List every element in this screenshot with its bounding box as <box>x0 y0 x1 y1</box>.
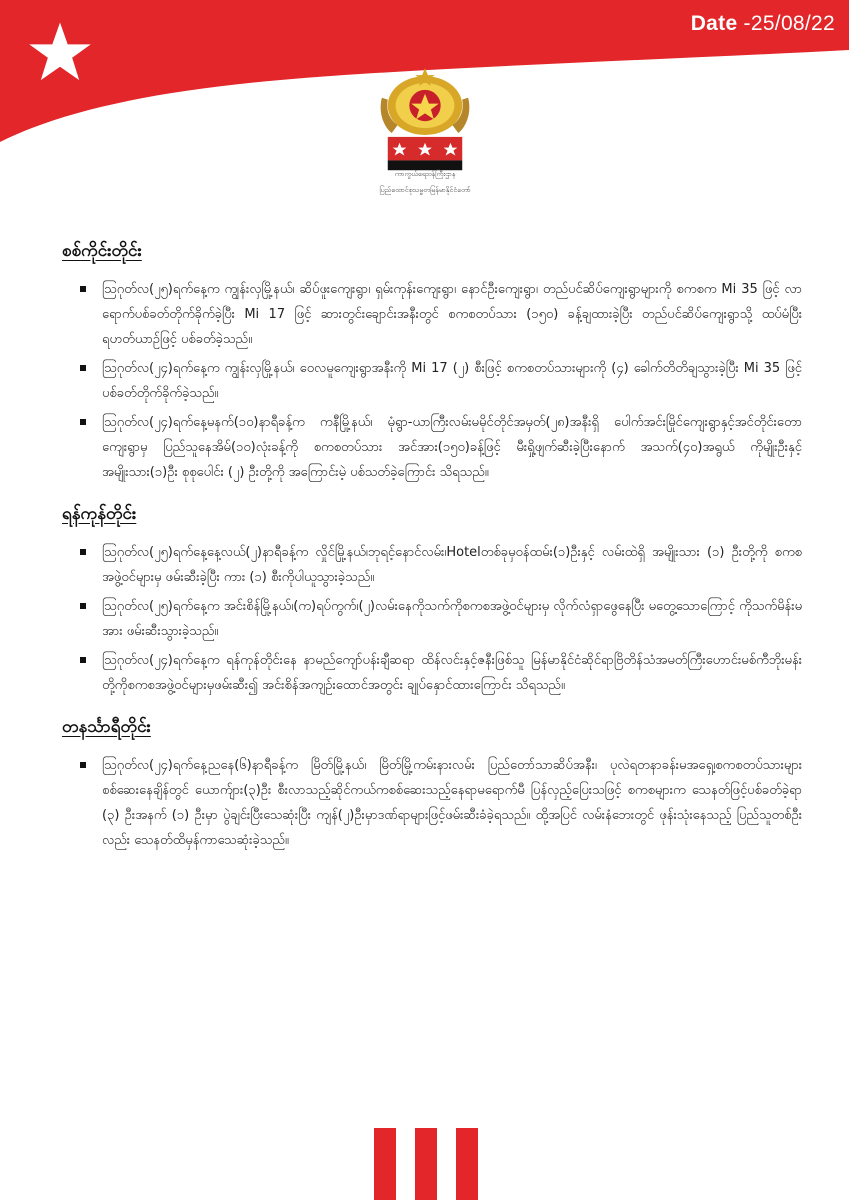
incident-list <box>62 753 802 853</box>
bullet-icon <box>80 365 86 371</box>
incident-text: ဩဂုတ်လ(၂၄)ရက်နေ့က ကျွန်းလှမြို့နယ်၊ ဝေလမူကျေးရွာအနီးကို Mi 17 (၂) စီးဖြင့် စကစတပ်သားများကို (၄) ခေါက်တိတိချသွားခဲ့ပြီး Mi 35 ဖြင့် ပစ်ခတ်တိုက်ခိုက်ခဲ့သည်။ <box>102 361 802 401</box>
list-item <box>80 356 802 406</box>
date-value: -25/08/22 <box>737 12 835 35</box>
bullet-icon <box>80 419 86 425</box>
date-word: Date <box>690 12 738 35</box>
incident-text: ဩဂုတ်လ(၂၄)ရက်နေ့က ရန်ကုန်တိုင်းနေ နာမည်ကျော်ပန်းချီဆရာ ထိန်လင်းနှင့်ဇနီးဖြစ်သူ မြန်မာနိုင်ငံဆိုင်ရာဗြိတိန်သံအမတ်ကြီးဟောင်းမစ်ကီဘိုးမန်းတို့ကိုစကစအဖွဲ့ဝင်များမှဖမ်းဆီး၍ အင်းစိန်အကျဉ်းထောင်အတွင်း ချုပ်နှောင်ထားကြောင်း သိရသည်။ <box>102 653 802 693</box>
date-label <box>691 12 835 36</box>
incident-text: ဩဂုတ်လ(၂၄)ရက်နေ့မနက်(၁၀)နာရီခန့်က ကနီမြို့နယ်၊ မုံရွာ-ယာကြီးလမ်းမမိုင်တိုင်အမှတ်(၂၈)အနီးရှိ ပေါက်အင်းမြိုင်ကျေးရွာနှင့်အင်တိုင်းတောကျေးရွာမှ ပြည်သူနေအိမ်(၁၀)လုံးခန့်ကို စကစတပ်သား အင်အား(၁၅၀)ခန့်ဖြင့် မီးရှို့ဖျက်ဆီးခဲ့ပြီးနောက် အသက်(၄၀)အရွယ် ကိုမျိုးဦးနှင့်အမျိုးသား(၁)ဦး စုစုပေါင်း (၂) ဦးတို့ကို အကြောင်းမဲ့ ပစ်သတ်ခဲ့ကြောင်း သိရသည်။ <box>102 415 802 480</box>
bullet-icon <box>80 603 86 609</box>
list-item <box>80 753 802 853</box>
bullet-icon <box>80 762 86 768</box>
list-item <box>80 540 802 590</box>
incident-text: ဩဂုတ်လ(၂၅)ရက်နေ့က အင်းစိန်မြို့နယ်၊(က)ရပ်ကွက်၊(၂)လမ်းနေကိုသက်ကိုစကစအဖွဲ့ဝင်များမှ လိုက်လံရှာဖွေနေပြီး မတွေ့သောကြောင့် ကိုသက်မိန်းမအား ဖမ်းဆီးသွားခဲ့သည်။ <box>102 599 802 639</box>
star-icon <box>28 20 92 84</box>
list-item <box>80 277 802 352</box>
section-heading: ရန်ကုန်တိုင်း <box>62 504 137 524</box>
section-heading: တနင်္သာရီတိုင်း <box>62 717 151 737</box>
bullet-icon <box>80 657 86 663</box>
incident-text: ဩဂုတ်လ(၂၅)ရက်နေ့နေ့လယ်(၂)နာရီခန့်က လှိုင်မြို့နယ်၊ဘုရင့်နောင်လမ်း၊Hotelတစ်ခုမှဝန်ထမ်း(၁)ဦးနှင့် လမ်းထဲရှိ အမျိုးသား (၁) ဦးတို့ကို စကစအဖွဲ့ဝင်များမှ ဖမ်းဆီးခဲ့ပြီး ကား (၁) စီးကိုပါယူသွားခဲ့သည်။ <box>102 545 802 585</box>
report-content <box>62 240 802 871</box>
section-tanintharyi <box>62 716 802 853</box>
incident-list <box>62 277 802 485</box>
list-item <box>80 594 802 644</box>
incident-text: ဩဂုတ်လ(၂၅)ရက်နေ့က ကျွန်းလှမြို့နယ်၊ ဆိပ်ဖူးကျေးရွာ၊ ရှမ်းကုန်းကျေးရွာ၊ နောင်ဦးကျေးရွာ၊ တည်ပင်ဆိပ်ကျေးရွာများကို စကစက Mi 35 ဖြင့် လာရောက်ပစ်ခတ်တိုက်ခိုက်ခဲ့ပြီး Mi 17 ဖြင့် ဆားတွင်းချောင်းအနီးတွင် စကစတပ်သား (၁၅၀) ခန့်ချထားခဲ့ပြီး တည်ပင်ဆိပ်ကျေးရွာသို့ ထပ်မံပြီး ရဟတ်ယာဉ်ဖြင့် ပစ်ခတ်ခဲ့သည်။ <box>102 282 802 347</box>
section-heading: စစ်ကိုင်းတိုင်း <box>62 241 142 261</box>
incident-list <box>62 540 802 698</box>
bullet-icon <box>80 286 86 292</box>
section-yangon <box>62 503 802 698</box>
list-item <box>80 410 802 485</box>
emblem-caption-government: ပြည်ထောင်စုသမ္မတမြန်မာနိုင်ငံတော် <box>379 186 471 194</box>
section-sagaing <box>62 240 802 485</box>
incident-text: ဩဂုတ်လ(၂၄)ရက်နေ့ညနေ(၆)နာရီခန့်က မြိတ်မြို့နယ်၊ မြိတ်မြို့ကမ်းနားလမ်း ပြည်တော်သာဆိပ်အနီး၊ ပုလဲရတနာခန်းမအရှေ့၊စကစတပ်သားများစစ်ဆေးနေချိန်တွင် ယောက်ျား(၃)ဦး စီးလာသည့်ဆိုင်ကယ်ကစစ်ဆေးသည့်နေရာမရောက်မီ ပြန်လှည့်ပြေးသဖြင့် စကစများက သေနတ်ဖြင့်ပစ်ခတ်ခဲ့ရာ (၃) ဦးအနက် (၁) ဦးမှာ ပွဲချင်းပြီးသေဆုံးပြီး ကျန်(၂)ဦးမှာဒဏ်ရာများဖြင့်ဖမ်းဆီးခံခဲ့ရသည်။ ထို့အပြင် လမ်းနံဘေးတွင် ဖုန်းသုံးနေသည့် ပြည်သူတစ်ဦးလည်း သေနတ်ထိမှန်ကာသေဆုံးခဲ့သည်။ <box>102 758 802 848</box>
list-item <box>80 648 802 698</box>
bullet-icon <box>80 549 86 555</box>
emblem-caption-ministry: ကာကွယ်ရေးဝန်ကြီးဌာန <box>394 170 456 178</box>
footer-bars-decoration <box>374 1128 478 1200</box>
